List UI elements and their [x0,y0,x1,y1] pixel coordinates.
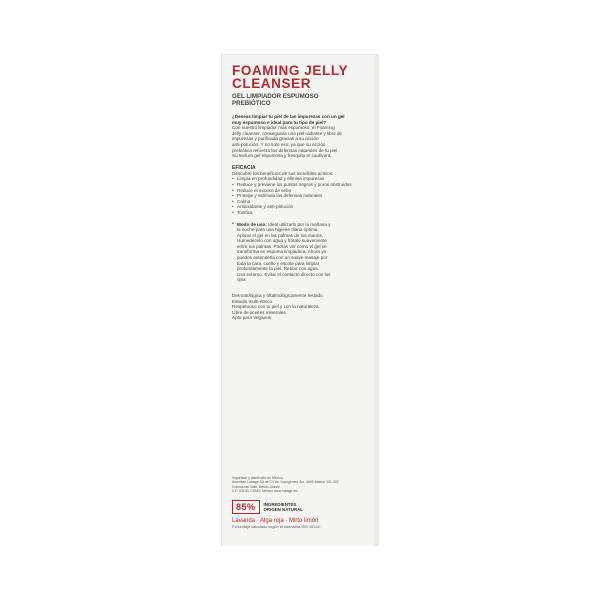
list-item: • Tonifica [232,210,372,216]
importer-info: Importado y distribuido en México: American Lubage SA de CV Av. Insurgentes Sur, #600 Interior 301-302 Colonia del Valle, Benito Juárez C.P. 03100, CDMX, México www.lubage.mx [232,476,339,493]
intro-question: ¿Deseas limpiar tu piel de las impurezas con un gel muy espumoso e ideal para tu tipo de piel? [232,114,345,125]
box-footer [232,476,372,529]
efficacy-lead: Descubre los beneficios de sus increíbles activos: [232,170,334,176]
bullet-icon: • [232,220,234,227]
product-subtitle: GEL LIMPIADOR ESPUMOSO PREBIÓTICO [232,93,319,107]
natural-percent: 85% [232,500,260,514]
box-text [232,62,372,321]
list-item: • Protege y estimula las defensas naturales [232,193,372,199]
usage-section: • Modo de uso: Ideal utilizarlo por la mañana y la noche para una higiene diaria óptima. Aplicar el gel en las palmas de tus manos. Humedécelo con agua y frótalo suavemente entre tus palmas. Podrás ver como el gel se transforma en espuma limpiadora. Ahora ya puedes extenderla con un suave masaje por toda la cara, cuello y escote para limpiar profundamente la piel. Retirar con agua. Uso externo. Evitar el contacto directo con los ojos. [232,220,331,283]
product-box-side [374,54,379,546]
efficacy-heading: EFICACIA [232,164,256,171]
list-item: • Antioxidante y anti-polución [232,204,372,210]
product-title: FOAMING JELLY CLEANSER [232,63,349,91]
efficacy-list [232,176,372,215]
list-item: • Limpia en profundidad y elimina impurezas [232,176,372,182]
calc-note: Porcentaje calculado según la normativa ISO 16128. [232,525,321,530]
claims: Dermatológica y oftalmológicamente testado. Estudio multi-étnico. Respetuoso con tu piel y con la naturaleza. Libre de aceites minerales. Apto para Veganos. [232,293,324,321]
list-item: • Calma [232,199,372,205]
usage-label: Modo de uso: [237,221,267,227]
intro-body: Con nuestro limpiador más espumoso, el Foaming Jelly cleanser, conseguirás una piel radiante y libre de impurezas y purificada gracias a su acción anti-polución. Y no solo eso, ya que su acción prebiótica refuerza las defensas naturales de tu piel. Su textura gel espumosa y fresquita te cautivará. [232,125,343,159]
key-ingredients: Lavanda · Alga roja · Mirto limón [232,518,319,525]
natural-origin-badge: 85% INGREDIENTES ORIGEN NATURAL [232,500,372,514]
list-item: • Reduce el exceso de sebo [232,188,372,194]
list-item: • Reduce y previene los puntos negros y poros obstruidos [232,182,372,188]
